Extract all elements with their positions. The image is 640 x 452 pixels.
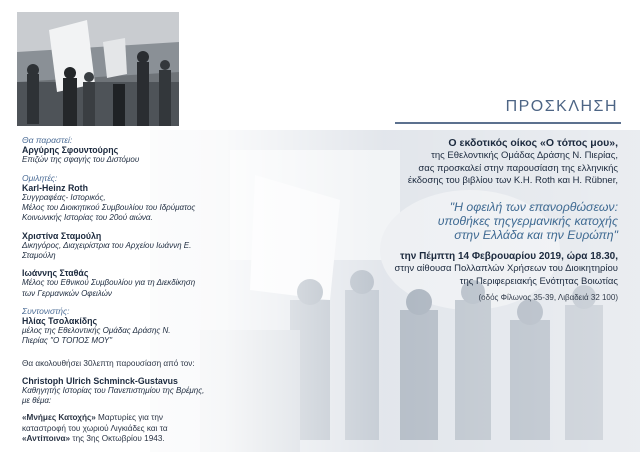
venue-line: στην αίθουσα Πολλαπλών Χρήσεων του Διοικητηρίου [394, 263, 618, 275]
historical-photo [17, 12, 179, 126]
book-title-line: υποθήκες τηςγερμανικής κατοχής [437, 213, 618, 228]
coordinator-name: Ηλίας Τσολακίδης [22, 316, 98, 327]
followup-note: Θα ακολουθήσει 30λεπτη παρουσίαση από τον: [22, 358, 195, 368]
speaker-name: Ιωάννης Σταθάς [22, 268, 89, 279]
heading-divider [395, 122, 621, 124]
invitation-heading: ΠΡΟΣΚΛΗΣΗ [505, 98, 618, 115]
participants-column [22, 135, 227, 444]
speaker-desc: Μέλος του Διοικητικού Συμβουλίου του Ιδρύματος [22, 203, 196, 213]
speaker-desc: Δικηγόρος, Διαχειρίστρια του Αρχείου Ιωάννη Ε. Σταμούλη [22, 240, 192, 261]
speaker-desc: Κοινωνικής Ιστορίας του 20ού αιώνα. [22, 213, 153, 223]
presentation-topic [22, 413, 227, 444]
attendee-desc: Επιζών της σφαγής του Διστόμου [22, 155, 140, 165]
speaker-name: Χριστίνα Σταμούλη [22, 230, 102, 241]
topic-title: «Μνήμες Κατοχής» [22, 413, 96, 423]
speaker-desc: Συγγραφέας- Ιστορικός, [22, 193, 106, 203]
coordinator-label: Συντονιστής: [22, 305, 70, 316]
invitation-text [258, 136, 618, 304]
publisher-line: Ο εκδοτικός οίκος «Ο τόπος μου», [448, 137, 618, 149]
topic-title: «Αντίποινα» [22, 433, 71, 443]
presenter-name: Christoph Ulrich Schminck-Gustavus [22, 375, 178, 386]
speaker-desc: Μέλος του Εθνικού Συμβουλίου για τη Διεκδίκηση [22, 278, 196, 288]
speaker-desc: των Γερμανικών Οφειλών [22, 288, 112, 298]
book-title [258, 200, 618, 242]
attend-label: Θα παραστεί: [22, 135, 73, 145]
speaker-name: Karl-Heinz Roth [22, 182, 88, 193]
book-title-line: "Η οφειλή των επανορθώσεων: [449, 199, 618, 214]
invite-line: σας προσκαλεί στην παρουσίαση της ελληνικής [418, 162, 618, 174]
event-date: την Πέμπτη 14 Φεβρουαρίου 2019, ώρα 18.30, [400, 250, 618, 262]
invite-line: της Εθελοντικής Ομάδας Δράσης Ν. Πιερίας, [431, 150, 618, 161]
attendee-name: Αργύρης Σφουντούρης [22, 145, 119, 156]
topic-text: καταστροφή του χωριού Λιγκιάδες και τα [22, 423, 168, 433]
topic-text: Μαρτυρίες για την [95, 413, 164, 423]
invite-line: έκδοσης του βιβλίου των K.H. Roth και H. Rübner, [407, 175, 618, 187]
book-title-line: στην Ελλάδα και την Ευρώπη" [454, 227, 618, 242]
coordinator-desc: μέλος της Εθελοντικής Ομάδας Δράσης Ν. [22, 326, 171, 336]
venue-address: (οδός Φίλωνος 35-39, Λιβαδειά 32 100) [478, 292, 618, 302]
venue-line: της Περιφερειακής Ενότητας Βοιωτίας [459, 275, 618, 287]
speakers-label: Ομιλητές: [22, 172, 58, 183]
topic-text: της 3ης Οκτωβρίου 1943. [70, 433, 165, 443]
coordinator-desc: Πιερίας "Ο ΤΟΠΟΣ ΜΟΥ" [22, 336, 113, 346]
presenter-desc: Καθηγητής Ιστορίας του Πανεπιστημίου της Βρέμης, [22, 386, 205, 396]
presenter-desc: με θέμα: [22, 396, 52, 406]
